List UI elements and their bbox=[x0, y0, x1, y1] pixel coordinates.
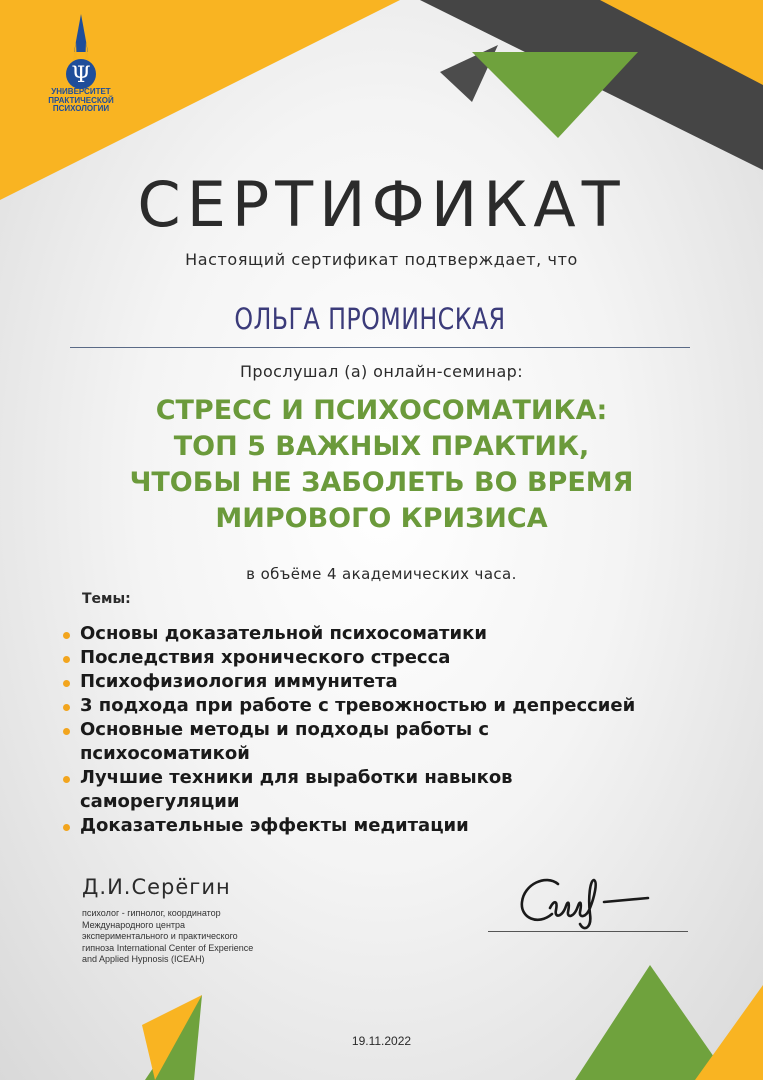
list-item: Психофизиология иммунитета bbox=[62, 670, 742, 694]
name-underline bbox=[70, 347, 690, 348]
bottom-right-orange-triangle bbox=[695, 985, 763, 1080]
bullet-dot-icon bbox=[63, 728, 70, 735]
signature-line bbox=[488, 931, 688, 932]
seminar-title-line: ТОП 5 ВАЖНЫХ ПРАКТИК, bbox=[173, 431, 590, 462]
seminar-title-line: СТРЕСС И ПСИХОСОМАТИКА: bbox=[155, 395, 608, 426]
bullet-dot-icon bbox=[63, 656, 70, 663]
bullet-dot-icon bbox=[63, 680, 70, 687]
bottom-right-green-triangle bbox=[575, 965, 730, 1080]
signer-title: психолог - гипнолог, координатор Международного центра экспериментального и практического гипноза International Center of Experience and Applied Hypnosis (ICEAH) bbox=[82, 908, 254, 964]
seminar-title-line: МИРОВОГО КРИЗИСА bbox=[215, 503, 548, 534]
certificate-title: СЕРТИФИКАТ bbox=[137, 168, 626, 241]
svg-text:Ψ: Ψ bbox=[71, 63, 91, 88]
topics-list bbox=[62, 622, 742, 838]
list-item: Основные методы и подходы работы с психосоматикой bbox=[62, 718, 742, 766]
bullet-dot-icon bbox=[63, 824, 70, 831]
bullet-dot-icon bbox=[63, 704, 70, 711]
logo-text: УНИВЕРСИТЕТ ПРАКТИЧЕСКОЙ ПСИХОЛОГИИ bbox=[48, 87, 114, 113]
certificate-subtitle: Настоящий сертификат подтверждает, что bbox=[185, 250, 578, 269]
list-item: 3 подхода при работе с тревожностью и депрессией bbox=[62, 694, 742, 718]
seminar-title-line: ЧТОБЫ НЕ ЗАБОЛЕТЬ ВО ВРЕМЯ bbox=[129, 467, 634, 498]
list-item: Доказательные эффекты медитации bbox=[62, 814, 742, 838]
seminar-title bbox=[0, 393, 763, 537]
recipient-name: ОЛЬГА ПРОМИНСКАЯ bbox=[234, 302, 506, 336]
bullet-dot-icon bbox=[63, 776, 70, 783]
volume-text: в объёме 4 академических часа. bbox=[246, 565, 517, 583]
signer-name: Д.И.Серёгин bbox=[82, 875, 231, 899]
issue-date: 19.11.2022 bbox=[351, 1034, 412, 1048]
list-item: Лучшие техники для выработки навыков саморегуляции bbox=[62, 766, 742, 814]
handwritten-signature bbox=[510, 862, 660, 942]
list-item: Последствия хронического стресса bbox=[62, 646, 742, 670]
bullet-dot-icon bbox=[63, 632, 70, 639]
topics-label: Темы: bbox=[82, 591, 131, 607]
attended-text: Прослушал (а) онлайн-семинар: bbox=[239, 362, 524, 381]
list-item: Основы доказательной психосоматики bbox=[62, 622, 742, 646]
